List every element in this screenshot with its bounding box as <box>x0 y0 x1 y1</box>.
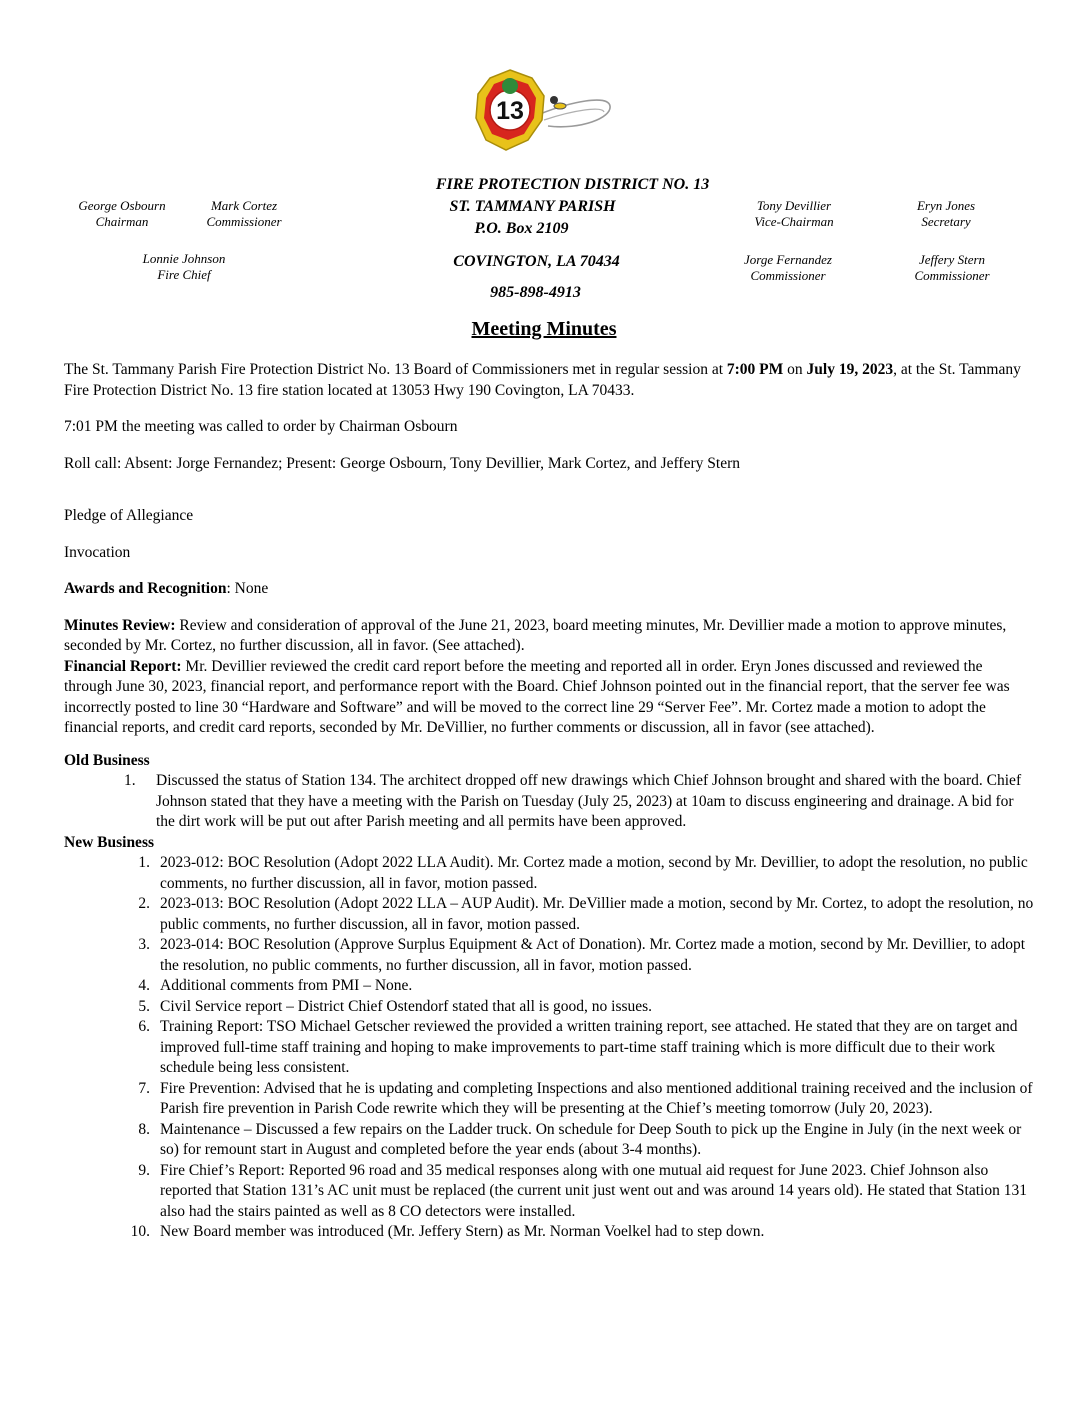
list-item: 7. Fire Prevention: Advised that he is updating and completing Inspections and also mentioned additional training received and the inclusion of Parish fire prevention in Parish Code rewrite which they will be presenting at the Chief’s meeting tomorrow (July 20, 2023). <box>138 1079 1033 1117</box>
minutes-review-section: Minutes Review: Review and consideration of approval of the June 21, 2023, board meeting minutes, Mr. Devillier made a motion to approve minutes, seconded by Mr. Cortez, no further discussion, all in favor. (See attached). <box>64 616 1007 654</box>
section-label: Minutes Review: <box>64 616 176 634</box>
parish-name: ST. TAMMANY PARISH <box>449 198 616 215</box>
official-secretary <box>890 198 1002 230</box>
list-item: 9. Fire Chief’s Report: Reported 96 road and 35 medical responses along with one mutual aid request for June 2023. Chief Johnson also reported that Station 131’s AC unit must be replaced (the current unit just went out and was around 14 years old). He stated that Station 131 also had the stairs painted as well as 8 CO detectors were installed. <box>138 1161 1027 1220</box>
official-vice-chairman <box>728 198 860 230</box>
official-title: Vice-Chairman <box>754 214 834 229</box>
official-title: Secretary <box>921 214 971 229</box>
official-fire-chief <box>120 251 248 283</box>
official-chairman <box>58 198 186 230</box>
official-name: Jorge Fernandez <box>744 252 832 267</box>
list-item: 1. 2023-012: BOC Resolution (Adopt 2022 LLA Audit). Mr. Cortez made a motion, second by Mr. Devillier, to adopt the resolution, no public comments, no further discussion, all in favor, motion passed. <box>138 854 1028 892</box>
old-business-heading: Old Business <box>64 751 150 769</box>
svg-text:13: 13 <box>496 97 524 125</box>
minutes-body <box>64 360 1034 1243</box>
list-item: 3. 2023-014: BOC Resolution (Approve Surplus Equipment & Act of Donation). Mr. Cortez made a motion, second by Mr. Devillier, to adopt the resolution, no public comments, no further discussion, all in favor, motion passed. <box>138 936 1026 974</box>
financial-report-section: Financial Report: Mr. Devillier reviewed the credit card report before the meeting and reported all in order. Eryn Jones discussed and reviewed the through June 30, 2023, financial report, and performance report with the Board. Chief Johnson pointed out in the financial report, that the server fee was incorrectly posted to line 30 “Hardware and Software” and will be moved to the correct line 29 “Server Fee”. Mr. Cortez made a motion to adopt the financial reports, and credit card reports, seconded by Mr. DeVillier, no further comments or discussion, all in favor (see attached). <box>64 657 1010 736</box>
pledge-of-allegiance: Pledge of Allegiance <box>64 507 194 524</box>
district-logo <box>470 64 618 158</box>
fire-district-emblem-icon <box>470 64 618 158</box>
old-business-list <box>64 771 1034 833</box>
list-item: 1. Discussed the status of Station 134. The architect dropped off new drawings which Chief Johnson brought and shared with the board. Chief Johnson stated that they have a meeting with the Parish on Tuesday (July 25, 2023) at 10am to discuss engineering and drainage. A bid for the dirt work will be put out after Parish meeting and all permits have been approved. <box>124 772 1022 830</box>
official-commissioner <box>892 252 1012 284</box>
official-title: Chairman <box>95 214 149 229</box>
official-title: Commissioner <box>914 268 990 283</box>
page-title: Meeting Minutes <box>471 318 617 340</box>
section-label: Financial Report: <box>64 657 182 675</box>
new-business-heading: New Business <box>64 833 155 851</box>
new-business-list <box>64 853 1034 1243</box>
meeting-time: 7:00 PM <box>726 361 784 378</box>
official-name: Lonnie Johnson <box>142 251 226 266</box>
official-title: Fire Chief <box>157 267 211 282</box>
call-to-order: 7:01 PM the meeting was called to order by Chairman Osbourn <box>64 418 458 435</box>
phone-number: 985-898-4913 <box>490 284 581 301</box>
list-item: 10. New Board member was introduced (Mr. Jeffery Stern) as Mr. Norman Voelkel had to step down. <box>130 1223 765 1240</box>
section-label: Awards and Recognition <box>64 580 227 597</box>
official-commissioner <box>726 252 850 284</box>
organization-name: FIRE PROTECTION DISTRICT NO. 13 <box>435 176 710 193</box>
invocation: Invocation <box>64 543 131 561</box>
official-name: Eryn Jones <box>916 198 976 213</box>
official-title: Commissioner <box>206 214 282 229</box>
list-item: 8. Maintenance – Discussed a few repairs on the Ladder truck. On schedule for Deep South to pick up the Engine in July (in the next week or so) for remount start in August and completed before the year ends (about 3-4 months). <box>138 1120 1022 1158</box>
list-item: 2. 2023-013: BOC Resolution (Adopt 2022 LLA – AUP Audit). Mr. DeVillier made a motion, second by Mr. Cortez, to adopt the resolution, no public comments, no further discussion, all in favor, motion passed. <box>138 895 1034 933</box>
list-item: 5. Civil Service report – District Chief Ostendorf stated that all is good, no issues. <box>138 997 653 1015</box>
list-item: 6. Training Report: TSO Michael Getscher reviewed the provided a written training report, see attached. He stated that they are on target and improved full-time staff training and hoping to make improvements to part-time staff training which is more difficult due to their work schedule being less consistent. <box>138 1018 1018 1076</box>
official-name: George Osbourn <box>78 198 166 213</box>
po-box: P.O. Box 2109 <box>474 220 569 237</box>
roll-call: Roll call: Absent: Jorge Fernandez; Present: George Osbourn, Tony Devillier, Mark Cortez, and Jeffery Stern <box>64 454 740 472</box>
list-item: 4. Additional comments from PMI – None. <box>138 977 413 994</box>
official-name: Mark Cortez <box>210 198 278 213</box>
intro-paragraph: The St. Tammany Parish Fire Protection District No. 13 Board of Commissioners met in regular session at 7:00 PM on July 19, 2023, at the St. Tammany Fire Protection District No. 13 fire station located at 13053 Hwy 190 Covington, LA 70433. <box>64 361 1021 399</box>
official-name: Tony Devillier <box>756 198 832 213</box>
official-title: Commissioner <box>750 268 826 283</box>
meeting-date: July 19, 2023 <box>806 361 894 378</box>
awards-section: Awards and Recognition: None <box>64 580 269 597</box>
city-address: COVINGTON, LA 70434 <box>453 253 620 270</box>
official-commissioner <box>186 198 302 230</box>
official-name: Jeffery Stern <box>918 252 986 267</box>
